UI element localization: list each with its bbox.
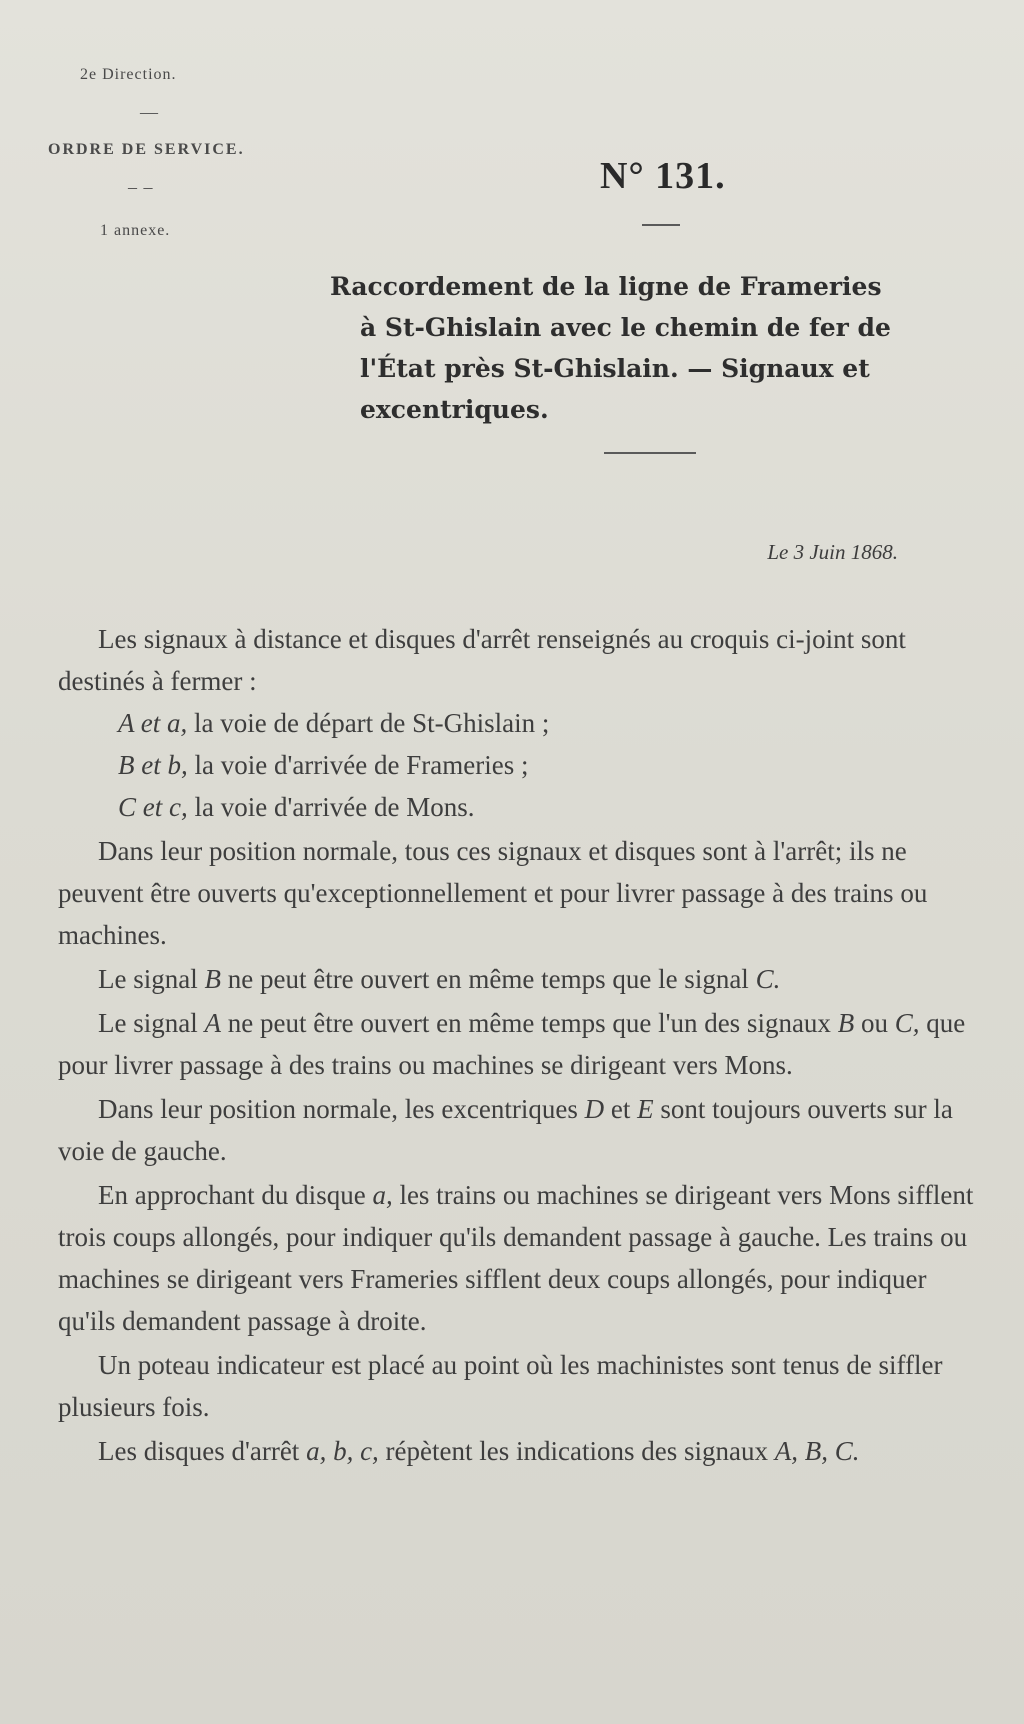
subject-line: à St-Ghislain avec le chemin de fer de (360, 313, 891, 342)
paragraph: Dans leur position normale, tous ces signaux et disques sont à l'arrêt; ils ne peuvent être ouverts qu'exceptionnellement et pour livrer passage à des trains ou machines. (58, 836, 928, 950)
text-run: ne peut être ouvert en même temps que l'un des signaux (227, 1008, 831, 1038)
text-run: que pour livrer passage à des trains ou machines se dirigeant vers Mons. (58, 1008, 966, 1080)
text-run: Le signal (98, 964, 198, 994)
paragraph (58, 1174, 978, 1342)
text-run: les trains ou machines se dirigeant vers Mons sifflent trois coups allongés, pour indiquer qu'ils demandent passage à gauche. Les trains ou machines se dirigeant vers Frameries sifflent deux coups allongés, pour indiquer qu'ils demandent passage à droite. (58, 1180, 974, 1336)
list-item (58, 702, 978, 744)
paragraph: Les signaux à distance et disques d'arrêt renseignés au croquis ci-joint sont destinés à fermer : (58, 624, 906, 696)
paragraph (58, 1430, 978, 1472)
left-margin-meta (48, 66, 288, 240)
signal-letter: B (837, 1008, 855, 1038)
text-run: répètent les indications des signaux (385, 1436, 768, 1466)
text-run: Le signal (98, 1008, 198, 1038)
subject-line: l'État près St-Ghislain. — Signaux et (360, 354, 870, 383)
order-of-service-label: ORDRE DE SERVICE. (48, 141, 245, 158)
text-run: ne peut être ouvert en même temps que le signal (227, 964, 749, 994)
signal-letters: B et b, (118, 750, 188, 780)
signal-letters: A et a, (118, 708, 188, 738)
text-run: sont toujours ouverts sur la voie de gauche. (58, 1094, 953, 1166)
signal-letter: D (584, 1094, 605, 1124)
dash-separator: – – (128, 177, 154, 197)
signal-letter: A (204, 1008, 221, 1038)
signal-letter: a, (372, 1180, 393, 1210)
list-item-text: la voie d'arrivée de Frameries ; (194, 750, 529, 780)
list-item (58, 744, 978, 786)
text-run: ou (860, 1008, 888, 1038)
direction-label: 2e Direction. (80, 66, 177, 83)
signal-letter: A, B, C. (774, 1436, 860, 1466)
paragraph (58, 1088, 978, 1172)
signal-letter: C, (894, 1008, 920, 1038)
signal-letter: E (637, 1094, 654, 1124)
text-run: Dans leur position normale, les excentriques (98, 1094, 578, 1124)
signal-letters: C et c, (118, 792, 188, 822)
divider (642, 224, 680, 226)
signal-letter: C. (755, 964, 781, 994)
text-run: En approchant du disque (98, 1180, 366, 1210)
signal-letter: a, b, c, (306, 1436, 379, 1466)
list-item (58, 786, 978, 828)
paragraph (58, 1002, 978, 1086)
dash-separator: — (140, 102, 159, 122)
annex-note: 1 annexe. (100, 222, 171, 239)
document-body (58, 612, 978, 1472)
list-item-text: la voie de départ de St-Ghislain ; (194, 708, 550, 738)
paragraph (58, 958, 978, 1000)
document-date: Le 3 Juin 1868. (767, 540, 898, 564)
subject-line: Raccordement de la ligne de Frameries (330, 272, 882, 301)
list-item-text: la voie d'arrivée de Mons. (194, 792, 475, 822)
paragraph: Un poteau indicateur est placé au point où les machinistes sont tenus de siffler plusieurs fois. (58, 1350, 943, 1422)
text-run: et (610, 1094, 631, 1124)
text-run: Les disques d'arrêt (98, 1436, 300, 1466)
subject-line: excentriques. (360, 395, 549, 424)
signal-letter: B (204, 964, 221, 994)
order-number: N° 131. (600, 155, 726, 197)
divider (604, 452, 696, 454)
subject-heading (330, 266, 1000, 430)
